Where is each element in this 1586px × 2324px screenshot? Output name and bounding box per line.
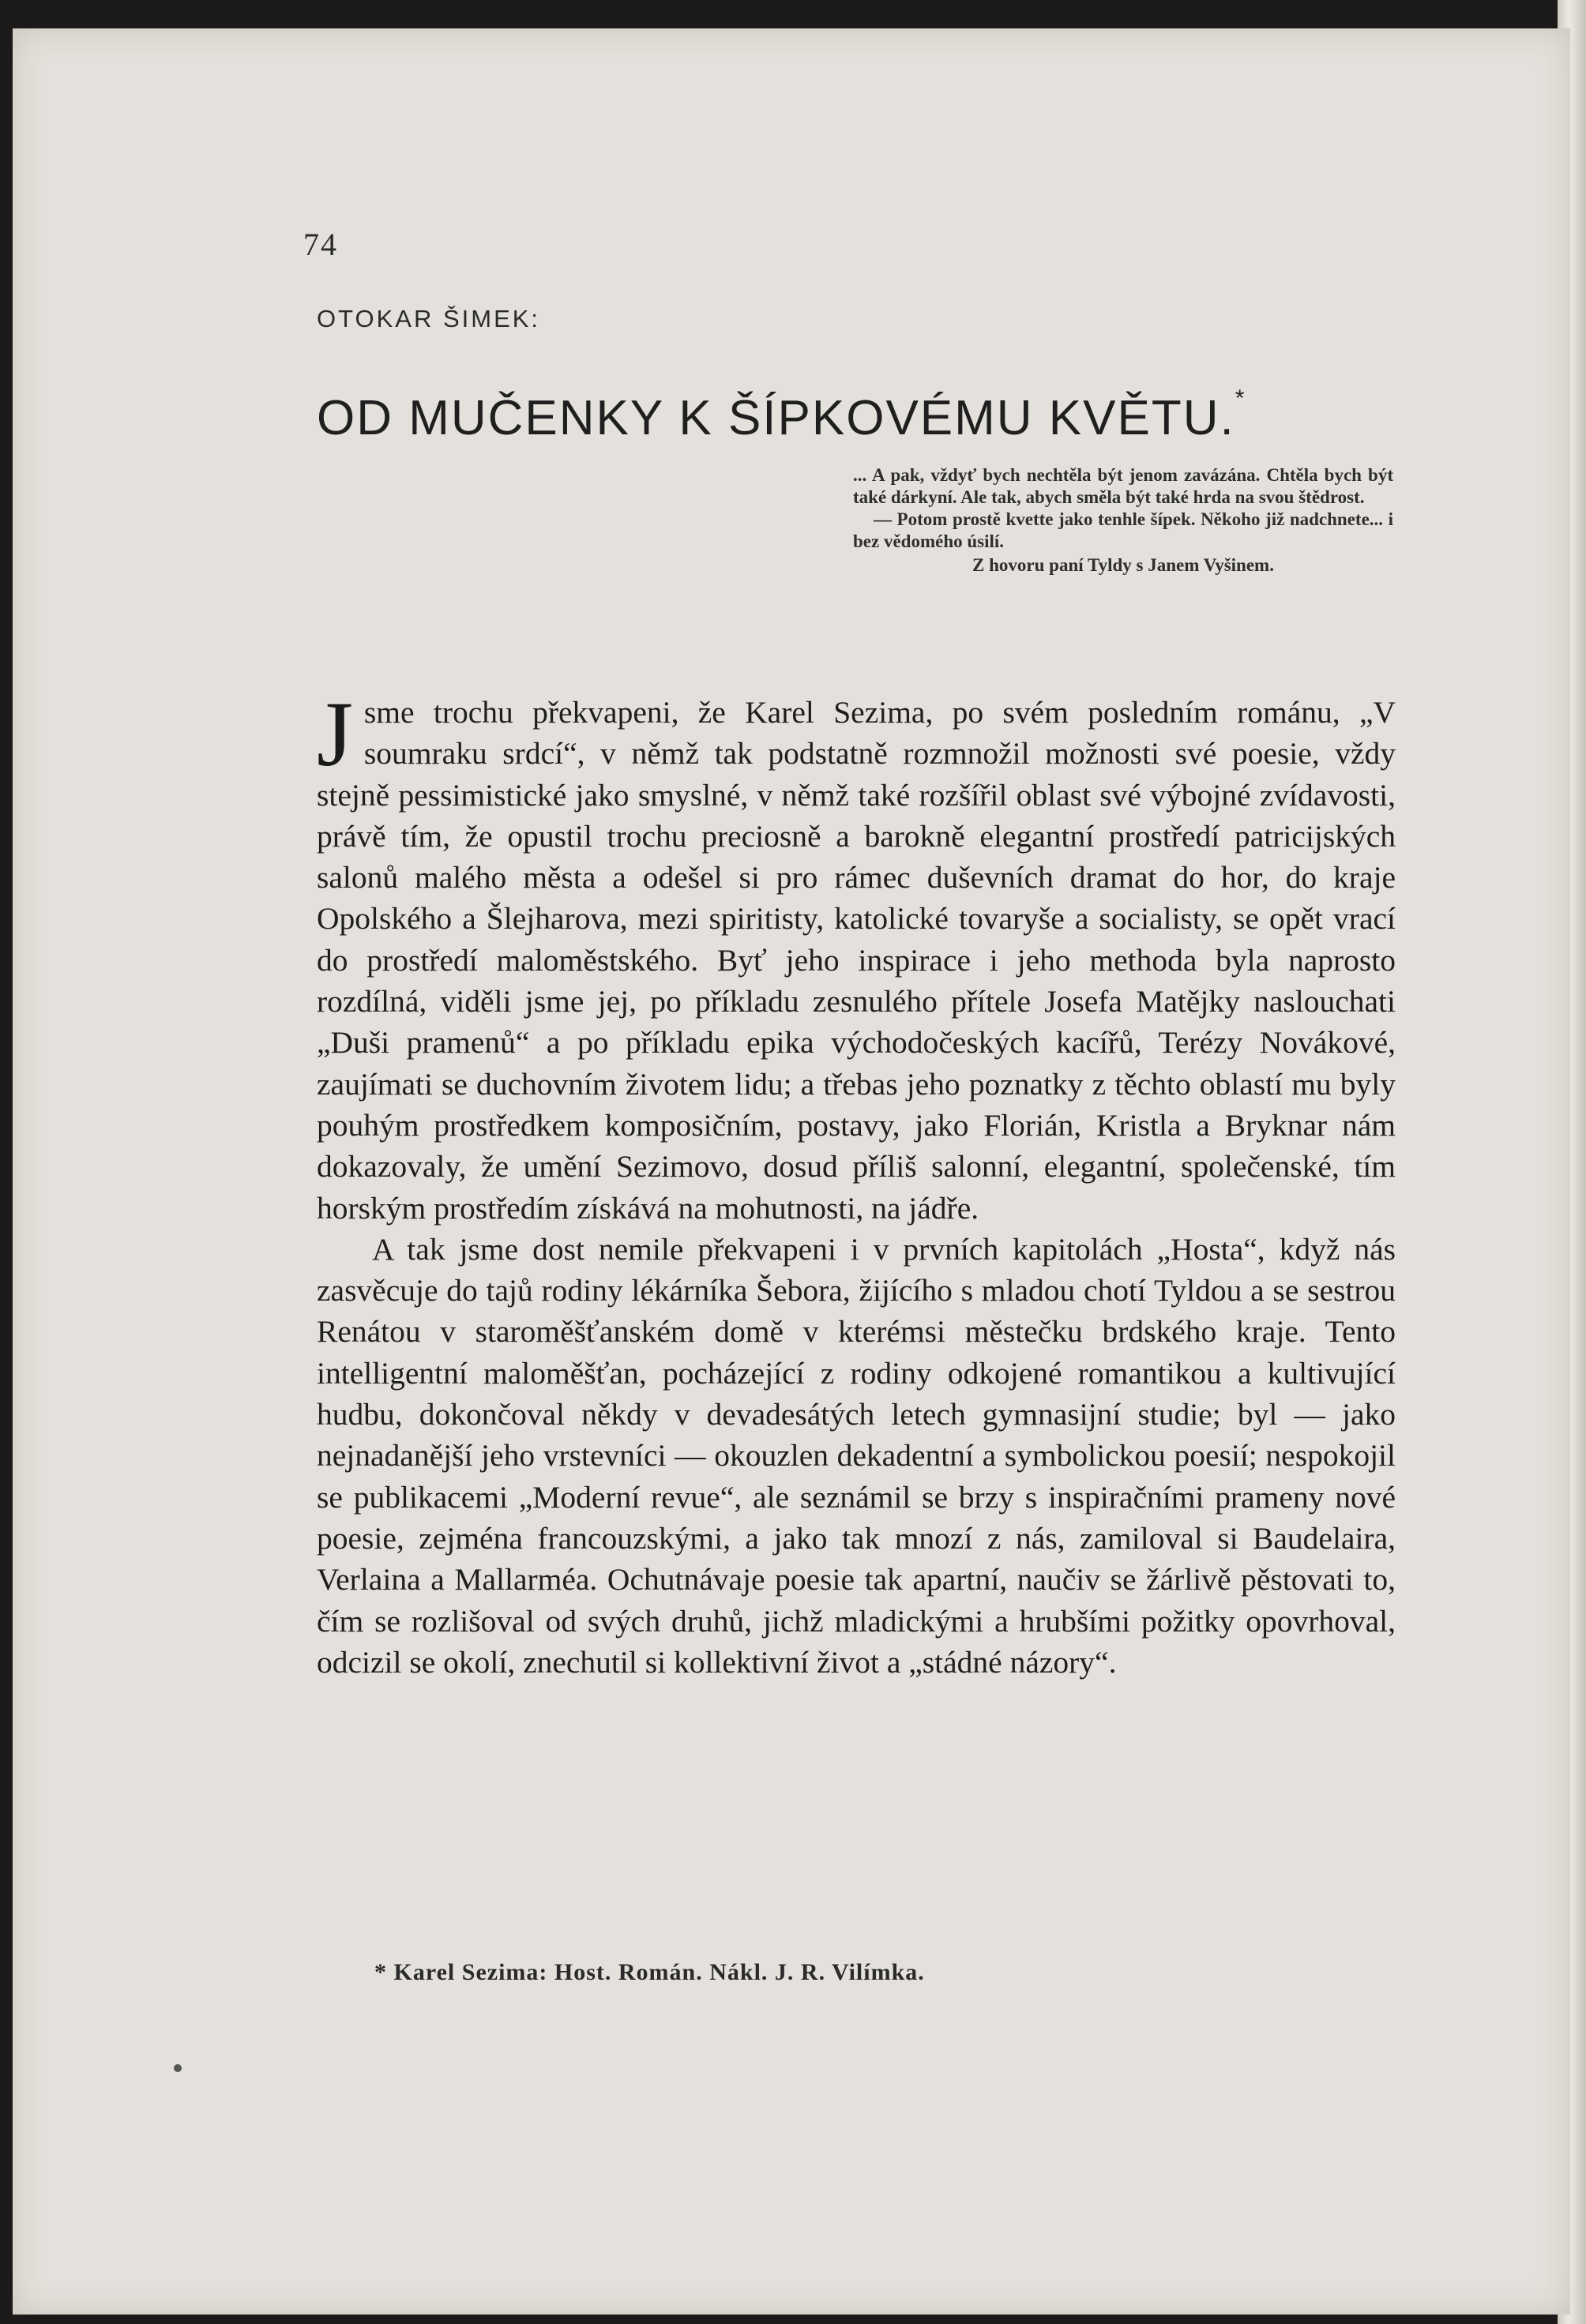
footnote: * Karel Sezima: Host. Román. Nákl. J. R. Vilímka. (374, 1959, 925, 1985)
paragraph-2: A tak jsme dost nemile překvapeni i v prvních kapitolách „Hosta“, když nás zasvěcuje do tajů rodiny lékárníka Šebora, žijícího s mladou chotí Tyldou a se sestrou Renátou v staroměšťanském domě v kterémsi městečku brdského kraje. Tento intelligentní maloměšťan, pocházející z rodiny odkojené romantikou a kultivující hudbu, dokončoval někdy v devadesátých letech gymnasijní studie; byl — jako nejnadanější jeho vrstevníci — okouzlen dekadentní a symbolickou poesií; nespokojil se publikacemi „Moderní revue“, ale seznámil se brzy s inspiračními prameny nové poesie, zejména francouzskými, a jako tak mnozí z nás, zamiloval si Baudelaira, Verlaina a Mallarméa. Ochutnávaje poesie tak apartní, naučiv se žárlivě pěstovati to, čím se rozlišoval od svých druhů, jichž mladickými a hrubšími požitky opovrhoval, odcizil se okolí, znechutil si kollektivní život a „stádné názory“. (317, 1231, 1396, 1680)
book-page (13, 28, 1570, 2315)
epigraph-line-1: ... A pak, vždyť bych nechtěla být jenom zavázána. Chtěla bych být také dárkyní. Ale tak, abych směla být také hrda na svou štědrost. (853, 465, 1393, 507)
paragraph-1-text: sme trochu překvapeni, že Karel Sezima, po svém posledním románu, „V soumraku srdcí“, v němž tak podstatně rozmnožil možnosti své poesie, vždy stejně pessimistické jako smyslné, v němž také rozšířil oblast své výbojné zvídavosti, právě tím, že opustil trochu preciosně a barokně elegantní prostředí patricijských salonů malého města a odešel si pro rámec duševních dramat do hor, do kraje Opolského a Šlejharova, mezi spiritisty, katolické tovaryše a socialisty, se opět vrací do prostředí maloměstského. Byť jeho inspirace i jeho methoda byla naprosto rozdílná, viděli jsme jej, po příkladu zesnulého přítele Josefa Matějky naslouchati „Duši pramenů“ a po příkladu epika východočeských kacířů, Terézy Novákové, zaujímati se duchovním životem lidu; a třebas jeho poznatky z těchto oblastí mu byly pouhým prostředkem komposičním, postavy, jako Florián, Kristla a Bryknar nám dokazovaly, že umění Sezimovo, dosud příliš salonní, elegantní, společenské, tím horským prostředím získává na mohutnosti, na jádře. (317, 695, 1396, 1226)
title-text: OD MUČENKY K ŠÍPKOVÉMU KVĚTU. (317, 391, 1235, 445)
article-title (317, 385, 1246, 446)
epigraph (853, 464, 1393, 576)
epigraph-line-2: — Potom prostě kvette jako tenhle šípek. Někoho již nadchnete... i bez vědomého úsilí. (853, 509, 1393, 551)
footnote-marker: * (1235, 385, 1246, 411)
epigraph-source: Z hovoru paní Tyldy s Janem Vyšinem. (972, 555, 1274, 575)
paragraph-1 (317, 682, 1396, 1229)
page-number: 74 (303, 227, 338, 262)
drop-cap: J (317, 682, 353, 786)
author-name: OTOKAR ŠIMEK: (317, 305, 541, 332)
article-body (317, 682, 1396, 1683)
margin-dot (174, 2064, 182, 2072)
